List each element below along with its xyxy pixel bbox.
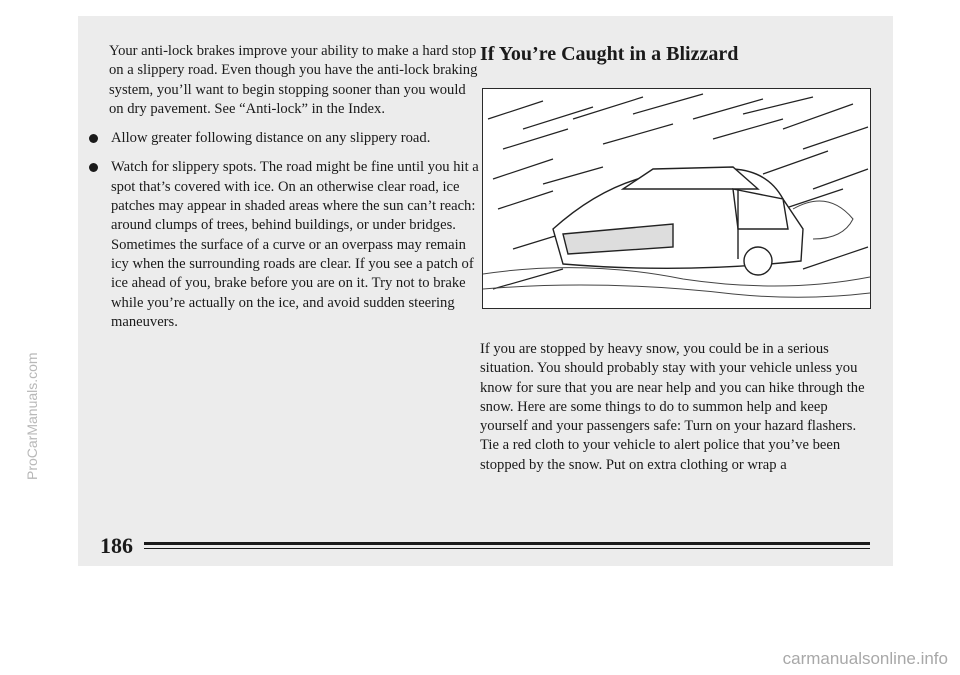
footer-rule	[144, 542, 870, 545]
bullet-item	[89, 158, 479, 332]
side-watermark: ProCarManuals.com	[24, 352, 40, 480]
bullet-text: Allow greater following distance on any slippery road.	[111, 130, 431, 147]
right-column	[480, 340, 875, 475]
footer-rule-thin	[144, 548, 870, 549]
bullet-dot-icon	[89, 163, 98, 172]
section-heading: If You’re Caught in a Blizzard	[480, 43, 739, 65]
intro-paragraph: Your anti-lock brakes improve your ability to make a hard stop on a slippery road. Even though you have the anti-lock braking system, you’ll want to begin stopping sooner than you would on dry pavement. See “Anti-lock” in the Index.	[109, 43, 478, 117]
bullet-dot-icon	[89, 134, 98, 143]
bottom-watermark: carmanualsonline.info	[782, 649, 948, 668]
page-number: 186	[100, 533, 133, 558]
car-in-blizzard-illustration	[482, 88, 871, 309]
blizzard-paragraph: If you are stopped by heavy snow, you could be in a serious situation. You should probably stay with your vehicle unless you know for sure that you are near help and you can hike through the snow. Here are some things to do to summon help and keep yourself and your passengers safe: Turn on your hazard flashers. Tie a red cloth to your vehicle to alert police that you’ve been stopped by the snow. Put on extra clothing or wrap a	[480, 341, 865, 473]
blizzard-drawing	[483, 89, 870, 308]
bullet-text: Watch for slippery spots. The road might be fine until you hit a spot that’s covered with ice. On an otherwise clear road, ice patches may appear in shaded areas where the sun can’t reach: around clumps of trees, behind buildings, or under bridges. Sometimes the surface of a curve or an overpass may remain icy when the surrounding roads are clear. If you see a patch of ice ahead of you, brake before you are on it. Try not to brake while you’re actually on the ice, and avoid sudden steering maneuvers.	[111, 159, 479, 330]
left-column	[109, 42, 479, 342]
bullet-item	[89, 129, 479, 148]
